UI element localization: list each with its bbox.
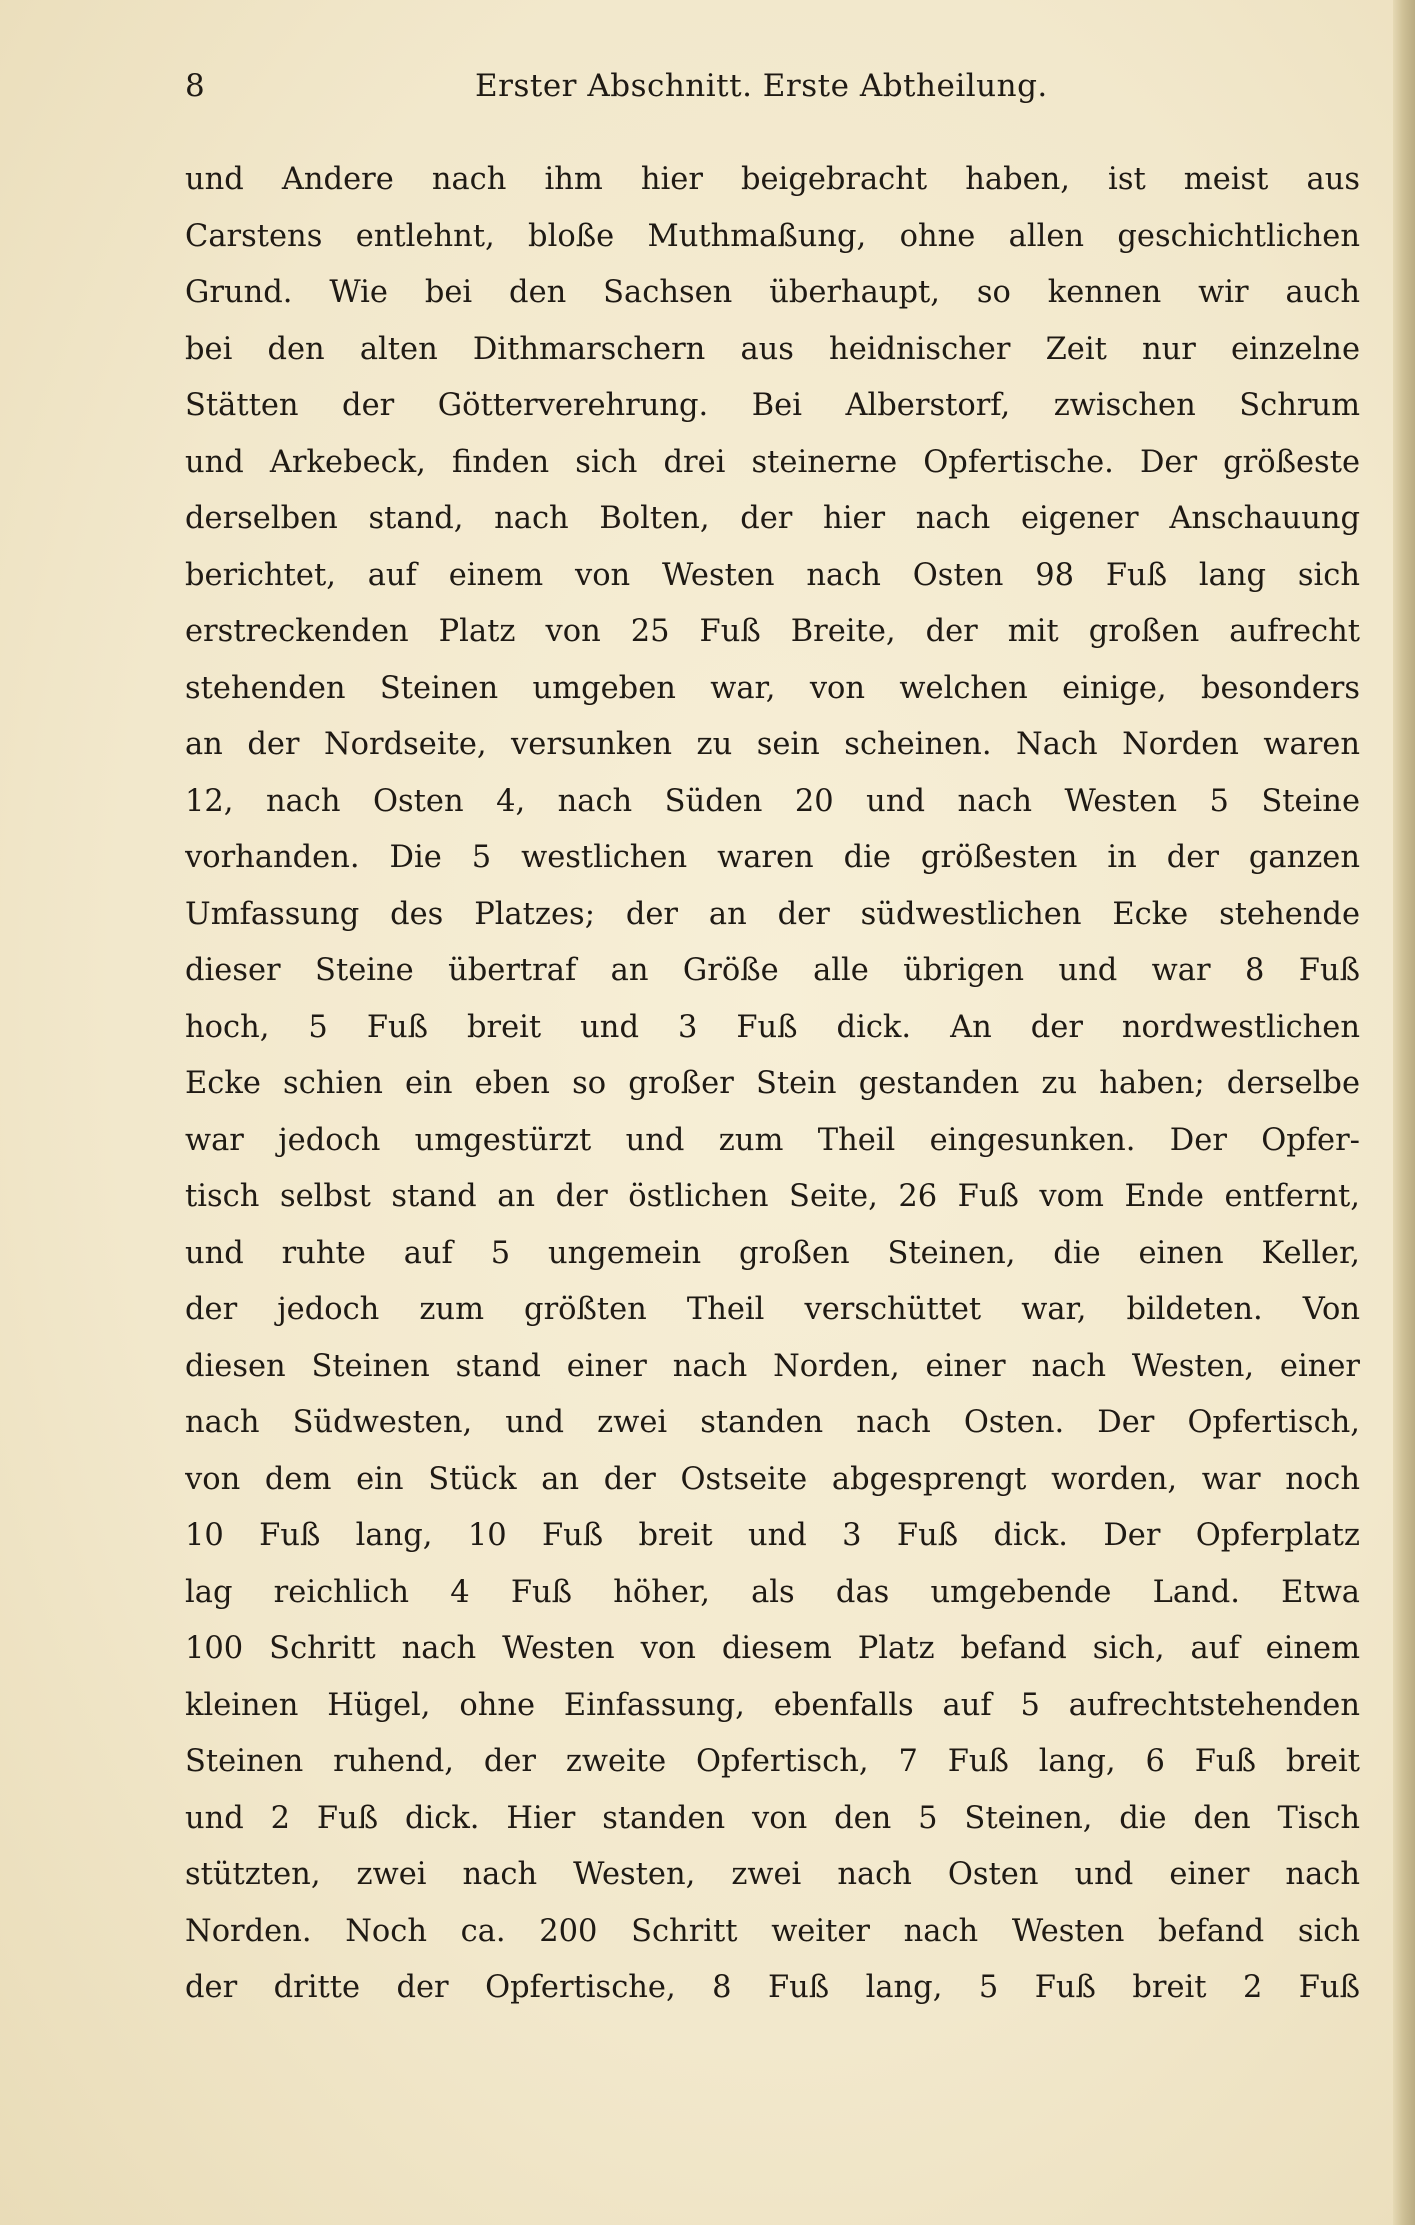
text-line: lag reichlich 4 Fuß höher, als das umgebende Land. Etwa xyxy=(185,1574,1360,1610)
text-line: Stätten der Götterverehrung. Bei Alberstorf, zwischen Schrum xyxy=(185,388,1360,423)
page-edge xyxy=(1393,0,1415,2225)
text-line: kleinen Hügel, ohne Einfassung, ebenfalls auf 5 aufrechtstehenden xyxy=(185,1687,1360,1723)
text-line: stehenden Steinen umgeben war, von welchen einige, besonders xyxy=(185,670,1360,706)
text-line: Ecke schien ein eben so großer Stein gestanden zu haben; derselbe xyxy=(185,1066,1360,1101)
text-line: der jedoch zum größten Theil verschüttet war, bildeten. Von xyxy=(185,1292,1360,1327)
body-text xyxy=(185,152,1360,2017)
page-number: 8 xyxy=(185,68,205,104)
text-line: Carstens entlehnt, bloße Muthmaßung, ohne allen geschichtlichen xyxy=(185,218,1360,254)
text-line: Grund. Wie bei den Sachsen überhaupt, so kennen wir auch xyxy=(185,275,1360,310)
text-line: erstreckenden Platz von 25 Fuß Breite, der mit großen aufrecht xyxy=(185,614,1360,649)
text-line: dieser Steine übertraf an Größe alle übrigen und war 8 Fuß xyxy=(185,953,1360,988)
text-line: hoch, 5 Fuß breit und 3 Fuß dick. An der nordwestlichen xyxy=(185,1009,1360,1045)
text-line: stützten, zwei nach Westen, zwei nach Osten und einer nach xyxy=(185,1857,1360,1892)
text-line: berichtet, auf einem von Westen nach Osten 98 Fuß lang sich xyxy=(185,557,1360,593)
text-line: Umfassung des Platzes; der an der südwestlichen Ecke stehende xyxy=(185,896,1360,932)
text-line: Steinen ruhend, der zweite Opfertisch, 7 Fuß lang, 6 Fuß breit xyxy=(185,1744,1360,1779)
text-line: derselben stand, nach Bolten, der hier nach eigener Anschauung xyxy=(185,501,1360,536)
text-line: war jedoch umgestürzt und zum Theil eingesunken. Der Opfer- xyxy=(185,1122,1360,1158)
text-line: vorhanden. Die 5 westlichen waren die größesten in der ganzen xyxy=(185,840,1360,875)
text-line: an der Nordseite, versunken zu sein scheinen. Nach Norden waren xyxy=(185,727,1360,762)
running-header xyxy=(185,68,1350,116)
text-line: 10 Fuß lang, 10 Fuß breit und 3 Fuß dick. Der Opferplatz xyxy=(185,1518,1360,1553)
text-line: und ruhte auf 5 ungemein großen Steinen, die einen Keller, xyxy=(185,1235,1360,1271)
text-line: 12, nach Osten 4, nach Süden 20 und nach Westen 5 Steine xyxy=(185,783,1360,819)
text-line: der dritte der Opfertische, 8 Fuß lang, 5 Fuß breit 2 Fuß xyxy=(185,1970,1360,2005)
text-line: und 2 Fuß dick. Hier standen von den 5 Steinen, die den Tisch xyxy=(185,1800,1360,1836)
running-title: Erster Abschnitt. Erste Abtheilung. xyxy=(475,68,1048,104)
text-line: 100 Schritt nach Westen von diesem Platz befand sich, auf einem xyxy=(185,1631,1360,1666)
text-line: und Arkebeck, finden sich drei steinerne Opfertische. Der größeste xyxy=(185,444,1360,480)
text-line: Norden. Noch ca. 200 Schritt weiter nach Westen befand sich xyxy=(185,1913,1360,1949)
text-line: diesen Steinen stand einer nach Norden, einer nach Westen, einer xyxy=(185,1348,1360,1384)
text-line: tisch selbst stand an der östlichen Seite, 26 Fuß vom Ende entfernt, xyxy=(185,1179,1360,1214)
text-line: bei den alten Dithmarschern aus heidnischer Zeit nur einzelne xyxy=(185,331,1360,367)
text-line: von dem ein Stück an der Ostseite abgesprengt worden, war noch xyxy=(185,1461,1360,1497)
text-line: nach Südwesten, und zwei standen nach Osten. Der Opfertisch, xyxy=(185,1405,1360,1440)
text-line: und Andere nach ihm hier beigebracht haben, ist meist aus xyxy=(185,162,1360,197)
